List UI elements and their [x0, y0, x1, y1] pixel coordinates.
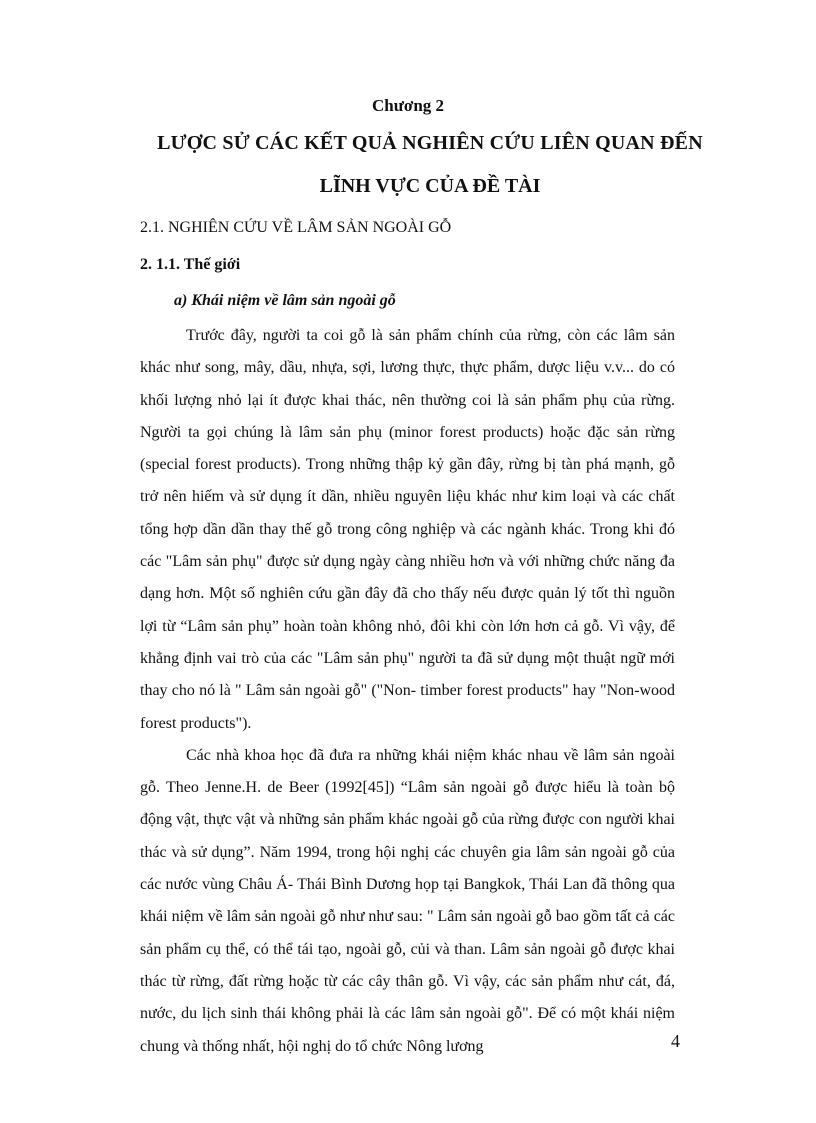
page-number: 4 [671, 1031, 680, 1051]
chapter-heading: Chương 2 [371, 96, 445, 115]
paragraph: Trước đây, người ta coi gỗ là sản phẩm chính của rừng, còn các lâm sản khác như song, mây, dầu, nhựa, sợi, lương thực, thực phẩm, dược liệu v.v... do có khối lượng nhỏ lại ít được khai thác, nên thường coi là sản phẩm phụ của rừng. Người ta gọi chúng là lâm sản phụ (minor forest products) hoặc đặc sản rừng (special forest products). Trong những thập kỷ gần đây, rừng bị tàn phá mạnh, gỗ trở nên hiếm và sử dụng ít dần, nhiều nguyên liệu khác như kim loại và các chất tổng hợp dần dần thay thế gỗ trong công nghiệp và các ngành khác. Trong khi đó các "Lâm sản phụ" được sử dụng ngày càng nhiều hơn và với những chức năng đa dạng hơn. Một số nghiên cứu gần đây đã cho thấy nếu được quản lý tốt thì nguồn lợi từ “Lâm sản phụ” hoàn toàn không nhỏ, đôi khi còn lớn hơn cả gỗ. Vì vậy, để khẳng định vai trò của các "Lâm sản phụ" người ta đã sử dụng một thuật ngữ mới thay cho nó là " Lâm sản ngoài gỗ" ("Non- timber forest products" hay "Non-wood forest products"). [140, 327, 675, 732]
paragraph: Các nhà khoa học đã đưa ra những khái niệm khác nhau về lâm sản ngoài gỗ. Theo Jenne.H. de Beer (1992[45]) “Lâm sản ngoài gỗ được hiểu là toàn bộ động vật, thực vật và những sản phẩm khác ngoài gỗ của rừng được con người khai thác và sử dụng”. Năm 1994, trong hội nghị các chuyên gia lâm sản ngoài gỗ của các nước vùng Châu Á- Thái Bình Dương họp tại Bangkok, Thái Lan đã thông qua khái niệm về lâm sản ngoài gỗ như như sau: " Lâm sản ngoài gỗ bao gồm tất cả các sản phẩm cụ thể, có thể tái tạo, ngoài gỗ, củi và than. Lâm sản ngoài gỗ được khai thác từ rừng, đất rừng hoặc từ các cây thân gỗ. Vì vậy, các sản phẩm như cát, đá, nước, du lịch sinh thái không phải là các lâm sản ngoài gỗ". Để có một khái niệm chung và thống nhất, hội nghị do tổ chức Nông lương [140, 746, 675, 1055]
section-heading: 2.1. NGHIÊN CỨU VỀ LÂM SẢN NGOÀI GỖ [140, 219, 452, 236]
subsection-heading: 2. 1.1. Thế giới [140, 256, 241, 273]
subsubsection-heading: a) Khái niệm về lâm sản ngoài gỗ [174, 292, 396, 309]
body-text [140, 320, 675, 1063]
chapter-title-line-1: LƯỢC SỬ CÁC KẾT QUẢ NGHIÊN CỨU LIÊN QUAN ĐẾN [157, 132, 703, 154]
chapter-title-line-2: LĨNH VỰC CỦA ĐỀ TÀI [319, 175, 541, 197]
